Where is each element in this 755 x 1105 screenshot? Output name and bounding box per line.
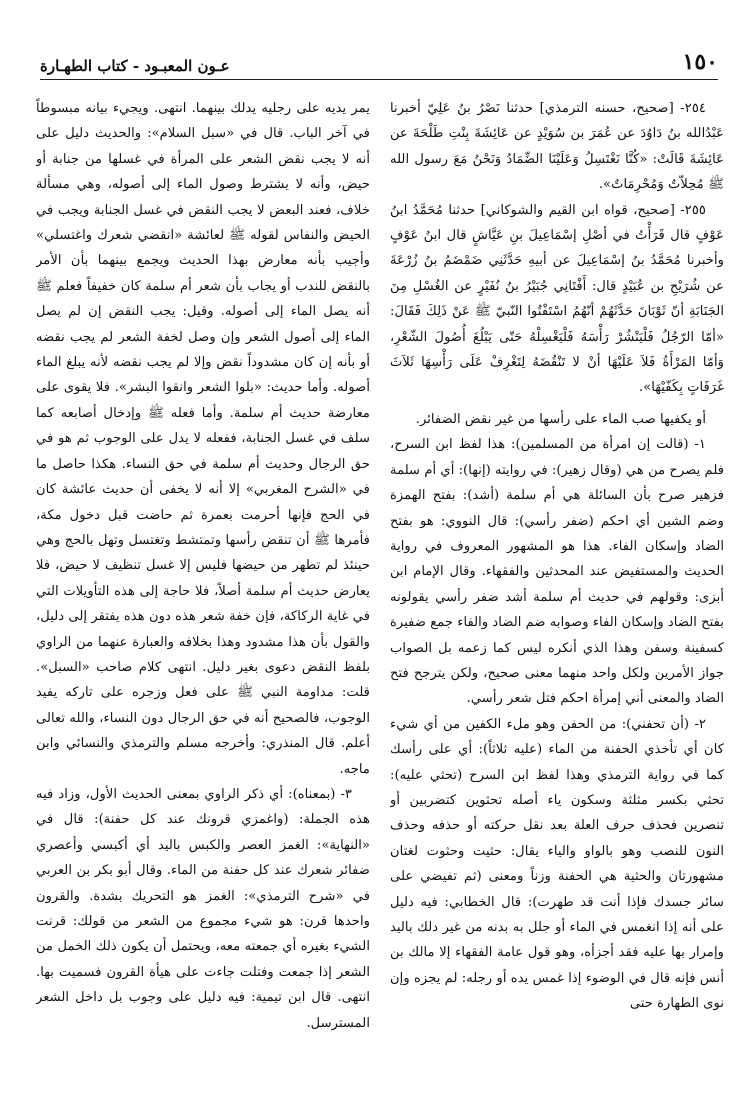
- commentary-note-2: ٢- (أن تحفني): من الحفن وهو ملء الكفين من أي شيء كان أي تأخذي الحفنة من الماء (عليه ثلاثاً): أي على رأسك كما في رواية الترمذي وهذا لفظ ابن السرح (تحثي عليه): تحثي بكسر مثلثة وسكون ياء أصله تحثوين كتضربين أو تنصرين فحذف حرف العلة بعد نقل حركته أو حذفه وحذف النون للنصب وهو بالواو والياء يقال: حثيت وحثوت لغتان مشهورتان والحثية هي الحفنة وزناً ومعنى (ثم تفيضي على سائر جسدك فإذا أنت قد طهرت): قال الخطابي: فيه دليل على أنه إذا انغمس في الماء أو جلل به بدنه من غير دلك باليد وإمرار بها عليه فقد أجزأه، وهو قول عامة الفقهاء إلا مالك بن أنس فإنه قال في الوضوء إذا غمس يده أو رجله: لم يجزه وإن نوى الطهارة حتى: [390, 716, 724, 1012]
- page-number: ١٥٠: [682, 49, 718, 75]
- commentary-continuation: يمر يديه على رجليه يدلك بينهما. انتهى. ويجيء بيانه مبسوطاً في آخر الباب. قال في «سبل السلام»: والحديث دليل على أنه لا يجب نقض الشعر على المرأة في غسلها من جنابة أو حيض، وأنه لا يشترط وصول الماء إلى أصوله، وهي مسألة خلاف، فعند البعض لا يجب النقض في غسل الجنابة ويجب في الحيض والنفاس لقوله ﷺ لعائشة «انقضي شعرك واغتسلي» وأجيب بأنه معارض بهذا الحديث ويجمع بينهما بأن الأمر بالنقض للندب أو يجاب بأن شعر أم سلمة كان خفيفاً فعلم ﷺ أنه يصل الماء إلى أصوله. وقيل: يجب النقض إن لم يصل الماء إلى أصول الشعر وإن وصل لخفة الشعر لم يجب نقضه أو بأنه إن كان مشدوداً نقض وإلا لم يجب نقضه لأنه يبلغ الماء أصوله. وأما حديث: «بلوا الشعر وانقوا البشر». فلا يقوى على معارضة حديث أم سلمة. وأما فعله ﷺ وإدخال أصابعه كما سلف في غسل الجنابة، ففعله لا يدل على الوجوب ثم هو في حق الرجال وحديث أم سلمة في حق النساء. هكذا حاصل ما في «الشرح المغربي» إلا أنه لا يخفى أن حديث عائشة كان في الحج فإنها أحرمت بعمرة ثم حاضت قبل دخول مكة، فأمرها ﷺ أن تنقض رأسها وتمتشط وتغتسل وتهل بالحج وهي حينئذ لم تطهر من حيضها فليس إلا غسل تنظيف لا حيض، فلا يعارض حديث أم سلمة أصلاً، فلا حاجة إلى هذه التأويلات التي في غاية الركاكة، فإن خفة شعر هذه دون هذه يفتقر إلى دليل، والقول بأن هذا مشدود وهذا بخلافه والعبارة عنهما من الراوي بلفظ النقض دعوى بغير دليل. انتهى كلام صاحب «السبل». قلت: مداومة النبي ﷺ على فعل وزجره على تاركه يفيد الوجوب، فالصحيح أنه في حق الرجال دون النساء، والله تعالى أعلم. قال المنذري: وأخرجه مسلم والترمذي والنسائي وابن ماجه.: [36, 101, 370, 777]
- right-column: [390, 96, 724, 1081]
- page-header: [40, 44, 718, 80]
- page-body: [36, 96, 724, 1081]
- commentary-intro: أو يكفيها صب الماء على رأسها من غير نقض الضفائر.: [415, 411, 706, 427]
- commentary-note-3: ٣- (بمعناه): أي ذكر الراوي بمعنى الحديث الأول، وزاد فيه هذه الجملة: (واغمزي قرونك عند كل حفنة): قال في «النهاية»: الغمز العصر والكبس باليد أي أكبسي وأعصري ضفائر شعرك عند كل حفنة من الماء. وقال أبو بكر بن العربي في «شرح الترمذي»: الغمز هو التحريك بشدة. والقرون واحدها قرن: هو شيء مجموع من الشعر من قولك: قرنت الشيء بغيره أي جمعته معه، ويحتمل أن يكون ذلك الخمل من الشعر إذا جمعت وفتلت جاءت على هيأة القرون فسميت بها. انتهى. قال ابن تيمية: فيه دليل على وجوب بل داخل الشعر المسترسل.: [36, 786, 370, 1031]
- commentary-note-1: ١- (قالت إن امرأة من المسلمين): هذا لفظ ابن السرح، فلم يصرح من هي (وقال زهير): في روايته (إنها): أي أم سلمة فزهير صرح بأن السائلة هي أم سلمة (أشد): بفتح الهمزة وضم الشين أي احكم (ضفر رأسي): قال النووي: هو بفتح الضاد وإسكان الفاء. هذا هو المشهور المعروف في رواية الحديث والمستفيض عند المحدثين والفقهاء. وقال الإمام ابن أبزى: وقولهم في حديث أم سلمة أشد ضفر رأسي يقولونه بفتح الضاد وإسكان الفاء وصوابه ضم الضاد والفاء جمع ضفيرة كسفينة وسفن وهذا الذي أنكره ليس كما زعمه بل الصواب جواز الأمرين ولكل واحد منهما معنى صحيح، ولكن يترجح فتح الضاد والمعنى أني إمرأة احكم فتل شعر رأسي.: [390, 437, 724, 707]
- hadith-254: ٢٥٤- [صحيح، حسنه الترمذي] حدثنا نَصْرُ بنُ عَلِيّ أخبرنا عَبْدُالله بنُ دَاوُدَ عن عُمَرَ بن سُوَيْدٍ عن عَائِشَةَ بِنْتِ طَلْحَةَ عن عَائِشَةَ قَالَتْ: «كُنَّا نَغْتَسِلُ وَعَلَيْنَا الضِّمَادُ وَنَحْنُ مَعَ رسول الله ﷺ مُحِلاّتٌ وَمُحْرِمَاتٌ».: [390, 101, 724, 193]
- hadith-255: ٢٥٥- [صحيح، قواه ابن القيم والشوكاني] حدثنا مُحَمَّدُ ابنُ عَوْفٍ قال قَرَأْتُ في أصْلِ إسْمَاعِيلَ بنِ عَيَّاشٍ قال ابنُ عَوْفٍ وأخبرنا مُحَمَّدُ بنُ إسْمَاعِيلَ عن أبيهِ حَدَّثَنِي ضَمْضَمُ بنُ زُرْعَةَ عن شُرَيْحِ بن عُبَيْدٍ قال: أَفْتَانِي جُبَيْرُ بنُ نُفَيْرٍ عن الغُسْلِ مِنَ الجَنَابَةِ أنّ ثَوْبَانَ حَدَّثَهُمْ أنّهُمُ اسْتَفْتُوا النّبيّ ﷺ عَنْ ذَلِكَ فَقَالَ: «أمّا الرّجُلُ فَلْيَنْشُرْ رَأْسَهُ فَلْيَغْسِلْهُ حَتّى يَبْلُغَ أُصُولَ الشّعْرِ، وَأمّا المَرْأَةُ فَلاَ عَلَيْهَا أنْ لا تَنْقُضَهُ لِتَغْرِفْ عَلَى رَأْسِهَا ثَلاَثَ غَرَفَاتٍ بِكَفّيْهَا».: [390, 202, 724, 396]
- left-column: [36, 96, 370, 1081]
- running-title: عـون المعبـود - كتاب الطهـارة: [40, 57, 230, 75]
